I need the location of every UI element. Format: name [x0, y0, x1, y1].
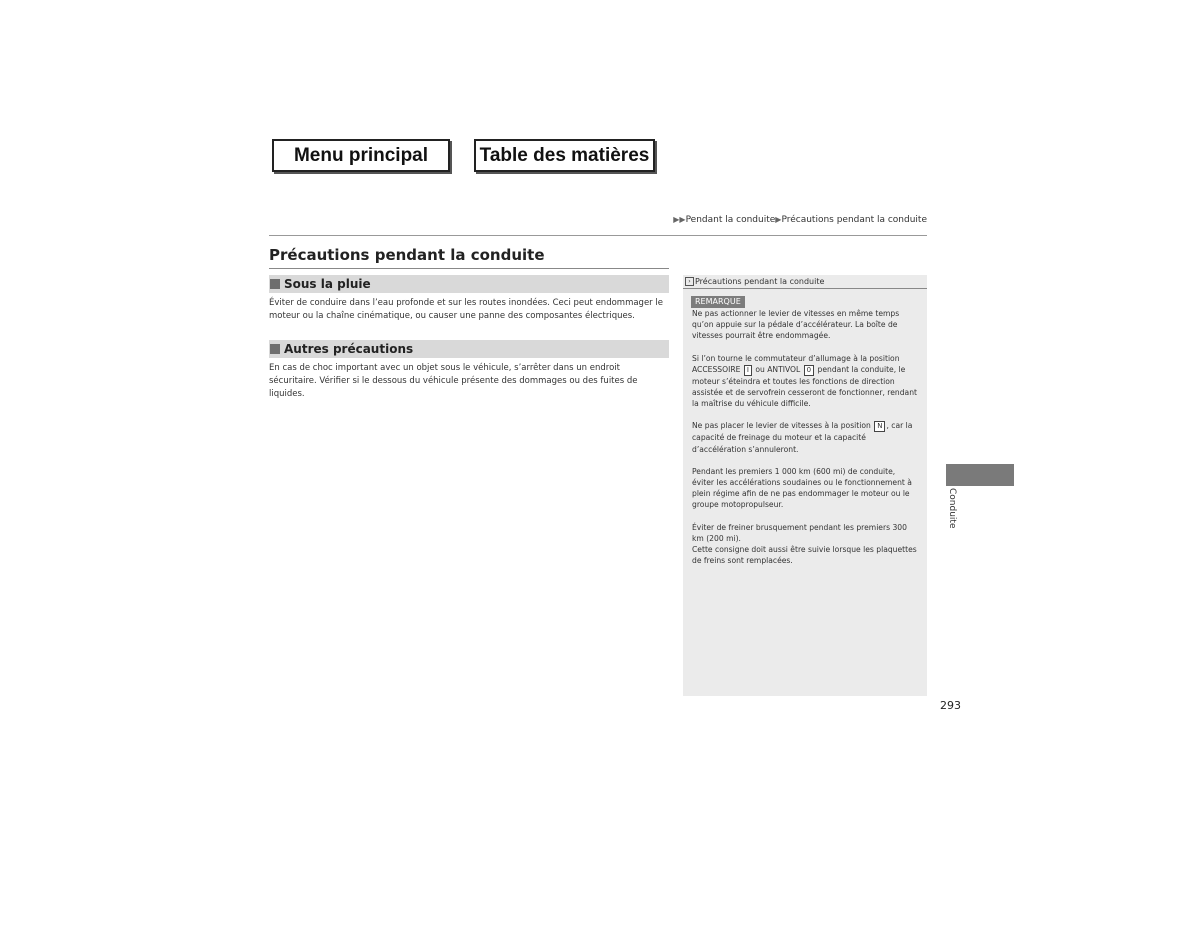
breadcrumb-item-driving[interactable]: Pendant la conduite — [685, 215, 776, 225]
breadcrumb-item-precautions[interactable]: Précautions pendant la conduite — [781, 215, 927, 225]
breadcrumb — [673, 215, 927, 225]
key-accessoire-symbol: I — [744, 365, 752, 376]
table-of-contents-button[interactable]: Table des matières — [474, 139, 655, 172]
section-heading-other — [269, 340, 669, 358]
section-heading-label: Autres précautions — [284, 342, 414, 356]
section-square-icon — [270, 344, 280, 354]
key-neutral-symbol: N — [874, 421, 885, 432]
sidebar-heading — [683, 275, 927, 289]
page-title: Précautions pendant la conduite — [269, 246, 545, 264]
section-body-other: En cas de choc important avec un objet sous le véhicule, s’arrêter dans un endroit sécuritaire. Vérifier si le dessous du véhicule présente des dommages ou des fuites de liquides. — [269, 363, 638, 399]
sidebar-paragraph: Ne pas actionner le levier de vitesses en même temps qu’on appuie sur la pédale d’accélérateur. La boîte de vitesses pourrait être endommagée. — [692, 309, 900, 341]
notes-sidebar — [683, 275, 927, 696]
double-arrow-icon: ▶▶ — [673, 215, 686, 224]
page-number: 293 — [940, 699, 961, 712]
sidebar-paragraph-neutral: Ne pas placer le levier de vitesses à la position N , car la capacité de freinage du moteur et la capacité d’accélération s’annuleront. — [692, 421, 913, 454]
note-box-icon: › — [685, 277, 694, 286]
sidebar-paragraph: Éviter de freiner brusquement pendant les premiers 300 km (200 mi). — [692, 522, 907, 543]
sidebar-paragraph: Pendant les premiers 1 000 km (600 mi) de conduite, éviter les accélérations soudaines ou le fonctionnement à plein régime afin de ne pas endommager le moteur ou le groupe motopropulseur. — [692, 466, 912, 510]
section-heading-label: Sous la pluie — [284, 277, 371, 291]
sidebar-heading-label: Précautions pendant la conduite — [695, 277, 825, 286]
section-heading-rain — [269, 275, 669, 293]
chapter-tab-label: Conduite — [947, 488, 957, 529]
chapter-tab[interactable] — [946, 464, 1014, 486]
section-body-rain: Éviter de conduire dans l’eau profonde et sur les routes inondées. Ceci peut endommager le moteur ou la chaîne cinématique, ou causer une panne des composantes électriques. — [269, 298, 663, 321]
sidebar-paragraph: Cette consigne doit aussi être suivie lorsque les plaquettes de freins sont remplacées. — [692, 545, 917, 566]
arrow-icon: ▶ — [775, 215, 782, 224]
header-divider — [269, 235, 927, 236]
sidebar-paragraph-ignition: Si l’on tourne le commutateur d’allumage à la position ACCESSOIRE I ou ANTIVOL 0 pendant la conduite, le moteur s’éteindra et toutes les fonctions de direction assistée et de servofrein cesseront de fonctionner, rendant la maîtrise du véhicule difficile. — [692, 353, 917, 409]
remarque-badge: REMARQUE — [691, 296, 745, 308]
section-square-icon — [270, 279, 280, 289]
key-antivol-symbol: 0 — [804, 365, 814, 376]
main-menu-button[interactable]: Menu principal — [272, 139, 450, 172]
title-divider — [269, 268, 669, 269]
